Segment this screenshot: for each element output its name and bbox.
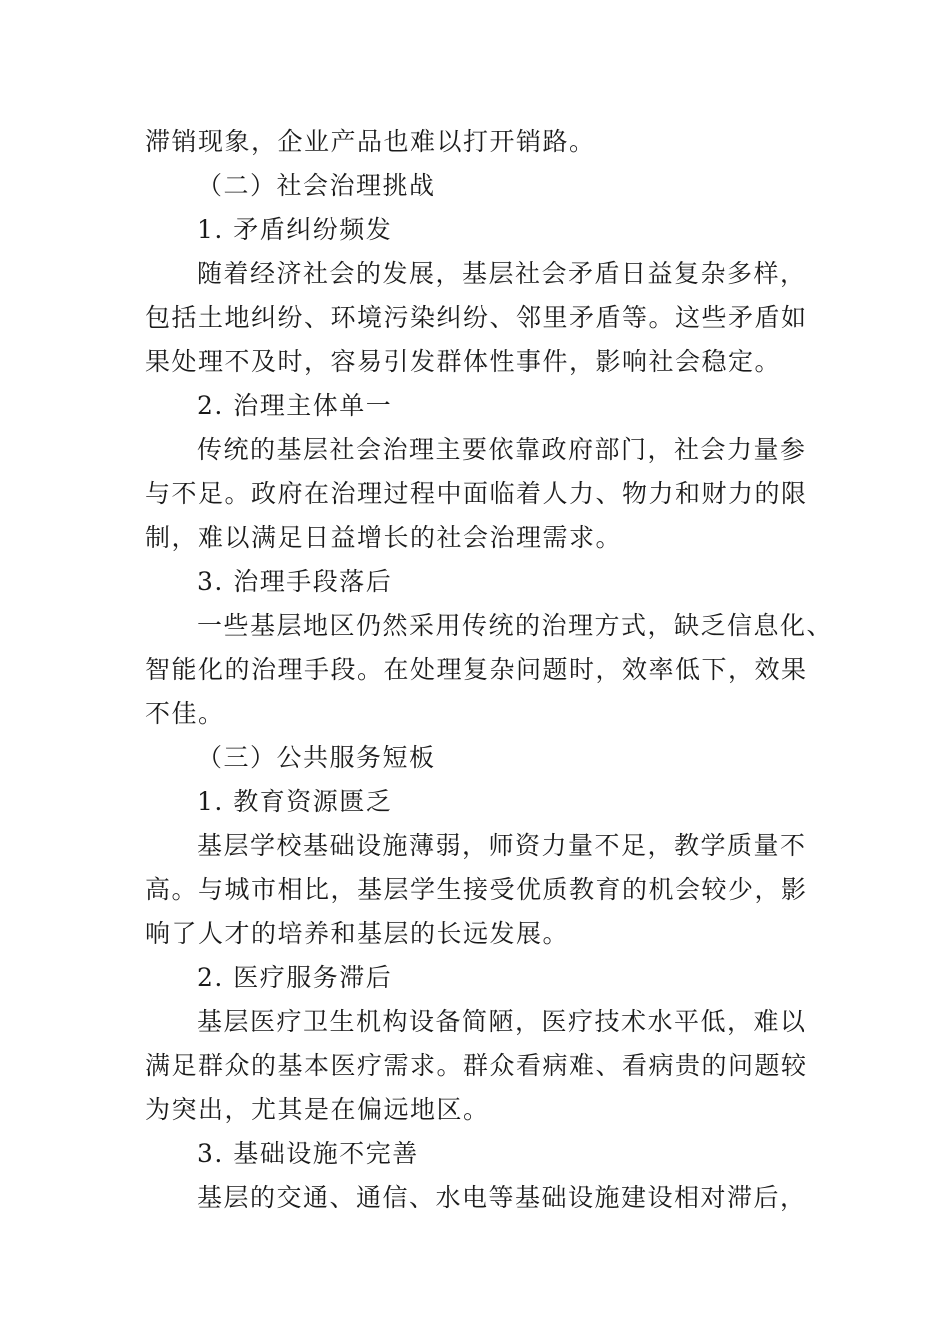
paragraph-line: 与不足。政府在治理过程中面临着人力、物力和财力的限	[145, 479, 808, 508]
paragraph-line: 一些基层地区仍然采用传统的治理方式，缺乏信息化、	[197, 611, 834, 640]
paragraph-line: 随着经济社会的发展，基层社会矛盾日益复杂多样，	[197, 259, 807, 288]
paragraph-line: 基层学校基础设施薄弱，师资力量不足，教学质量不	[197, 831, 807, 860]
paragraph-line: 为突出，尤其是在偏远地区。	[145, 1095, 490, 1124]
paragraph-line: 智能化的治理手段。在处理复杂问题时，效率低下，效果	[145, 655, 808, 684]
paragraph-line: 高。与城市相比，基层学生接受优质教育的机会较少，影	[145, 875, 808, 904]
paragraph-line: 制，难以满足日益增长的社会治理需求。	[145, 523, 623, 552]
subsection-heading: 2. 治理主体单一	[197, 391, 393, 420]
subsection-heading: 2. 医疗服务滞后	[197, 963, 393, 992]
paragraph-line: 包括土地纠纷、环境污染纠纷、邻里矛盾等。这些矛盾如	[145, 303, 808, 332]
section-heading: （二）社会治理挑战	[197, 171, 436, 200]
paragraph-line: 滞销现象，企业产品也难以打开销路。	[145, 127, 596, 156]
subsection-heading: 1. 教育资源匮乏	[197, 787, 393, 816]
subsection-heading: 1. 矛盾纠纷频发	[197, 215, 393, 244]
paragraph-line: 传统的基层社会治理主要依靠政府部门，社会力量参	[197, 435, 807, 464]
section-heading: （三）公共服务短板	[197, 743, 436, 772]
paragraph-line: 满足群众的基本医疗需求。群众看病难、看病贵的问题较	[145, 1051, 808, 1080]
subsection-heading: 3. 基础设施不完善	[197, 1139, 419, 1168]
subsection-heading: 3. 治理手段落后	[197, 567, 393, 596]
paragraph-line: 基层医疗卫生机构设备简陋，医疗技术水平低，难以	[197, 1007, 807, 1036]
paragraph-line: 基层的交通、通信、水电等基础设施建设相对滞后，	[197, 1183, 807, 1212]
paragraph-line: 响了人才的培养和基层的长远发展。	[145, 919, 570, 948]
paragraph-line: 不佳。	[145, 699, 225, 728]
paragraph-line: 果处理不及时，容易引发群体性事件，影响社会稳定。	[145, 347, 782, 376]
